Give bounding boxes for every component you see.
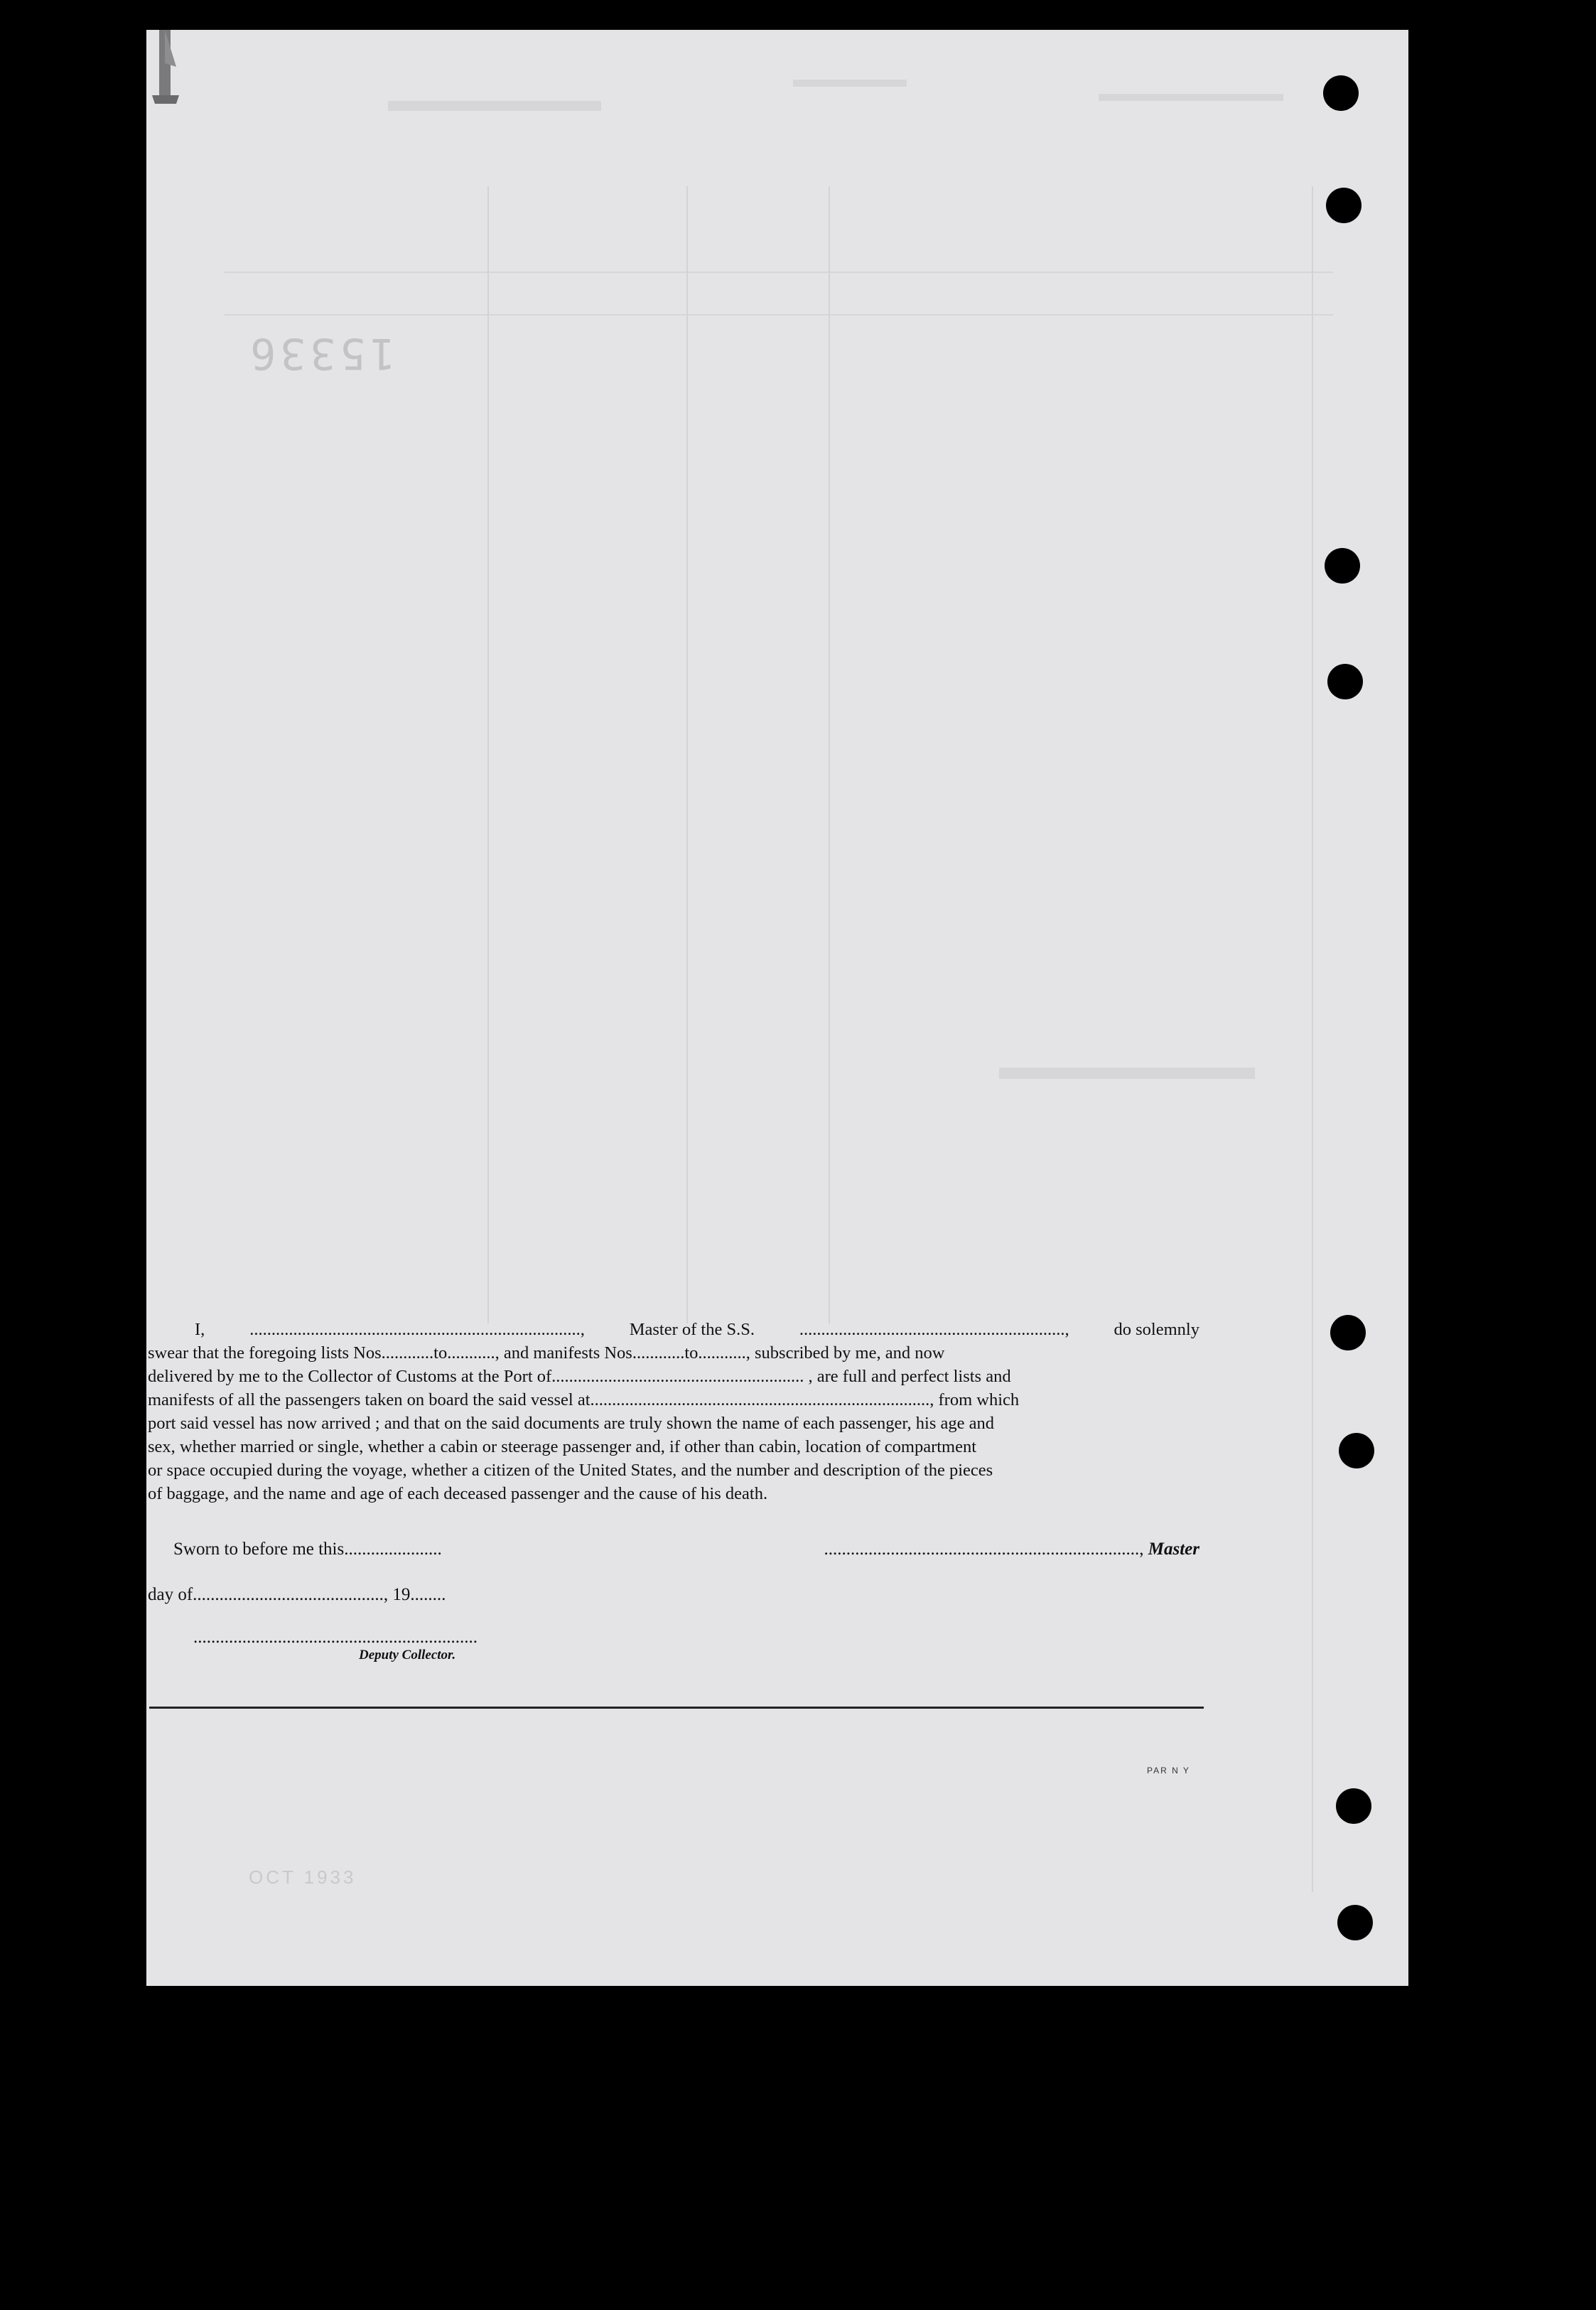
ghost-heading: [793, 80, 907, 87]
sworn-text: Sworn to before me this......................: [173, 1540, 442, 1559]
master-signature: ......................................................................., Master: [824, 1540, 1199, 1559]
oath-line: swear that the foregoing lists Nos............to..........., and manifests Nos............to..........., subscribed by me, and now: [148, 1343, 945, 1363]
ghost-column: [686, 186, 688, 1323]
master-label: Master: [1148, 1540, 1199, 1559]
oath-line: of baggage, and the name and age of each deceased passenger and the cause of his death.: [148, 1484, 768, 1503]
binder-hole: [1323, 75, 1359, 111]
binder-hole: [1330, 1315, 1366, 1350]
horizontal-rule: [149, 1707, 1204, 1709]
oath-line: I, ............................................................................, Master of the S.S. ............................................................., do solemnly: [195, 1320, 1199, 1339]
ghost-handwriting: [999, 1068, 1255, 1079]
ghost-column: [1312, 186, 1313, 1892]
deputy-collector-label: Deputy Collector.: [359, 1648, 456, 1662]
collector-signature-line: ................................................................: [193, 1628, 478, 1647]
binder-hole: [1339, 1433, 1374, 1468]
oath-line: manifests of all the passengers taken on board the said vessel at.............................................................................., from which: [148, 1390, 1020, 1409]
binder-hole: [1326, 188, 1362, 223]
oath-line: delivered by me to the Collector of Customs at the Port of.......................................................... , are full and perfect lists and: [148, 1367, 1011, 1386]
oath-line: sex, whether married or single, whether a cabin or steerage passenger and, if other than cabin, location of compartment: [148, 1437, 977, 1456]
ghost-heading: [388, 101, 601, 111]
printer-mark: PAR N Y: [1147, 1766, 1190, 1776]
oath-line: or space occupied during the voyage, whether a citizen of the United States, and the number and description of the pieces: [148, 1461, 993, 1480]
binder-hole: [1336, 1788, 1371, 1824]
day-of-line: day of..........................................., 19........: [148, 1585, 446, 1604]
ghost-date-stamp: OCT 1933: [249, 1866, 357, 1888]
ghost-column: [829, 186, 830, 1323]
stamp-mark-icon: [148, 24, 183, 117]
ghost-rule: [225, 272, 1333, 273]
oath-paragraph: [148, 1318, 1199, 1505]
ghost-heading: [1099, 94, 1283, 101]
binder-hole: [1325, 548, 1360, 584]
oath-line: port said vessel has now arrived ; and that on the said documents are truly shown the name of each passenger, his age and: [148, 1414, 995, 1433]
signature-row: [148, 1540, 1199, 1568]
ghost-rule: [225, 314, 1333, 316]
ghost-number: 15336: [246, 328, 396, 378]
ghost-column: [487, 186, 489, 1323]
binder-hole: [1327, 664, 1363, 699]
binder-hole: [1337, 1905, 1373, 1940]
document-page: [146, 30, 1408, 1986]
